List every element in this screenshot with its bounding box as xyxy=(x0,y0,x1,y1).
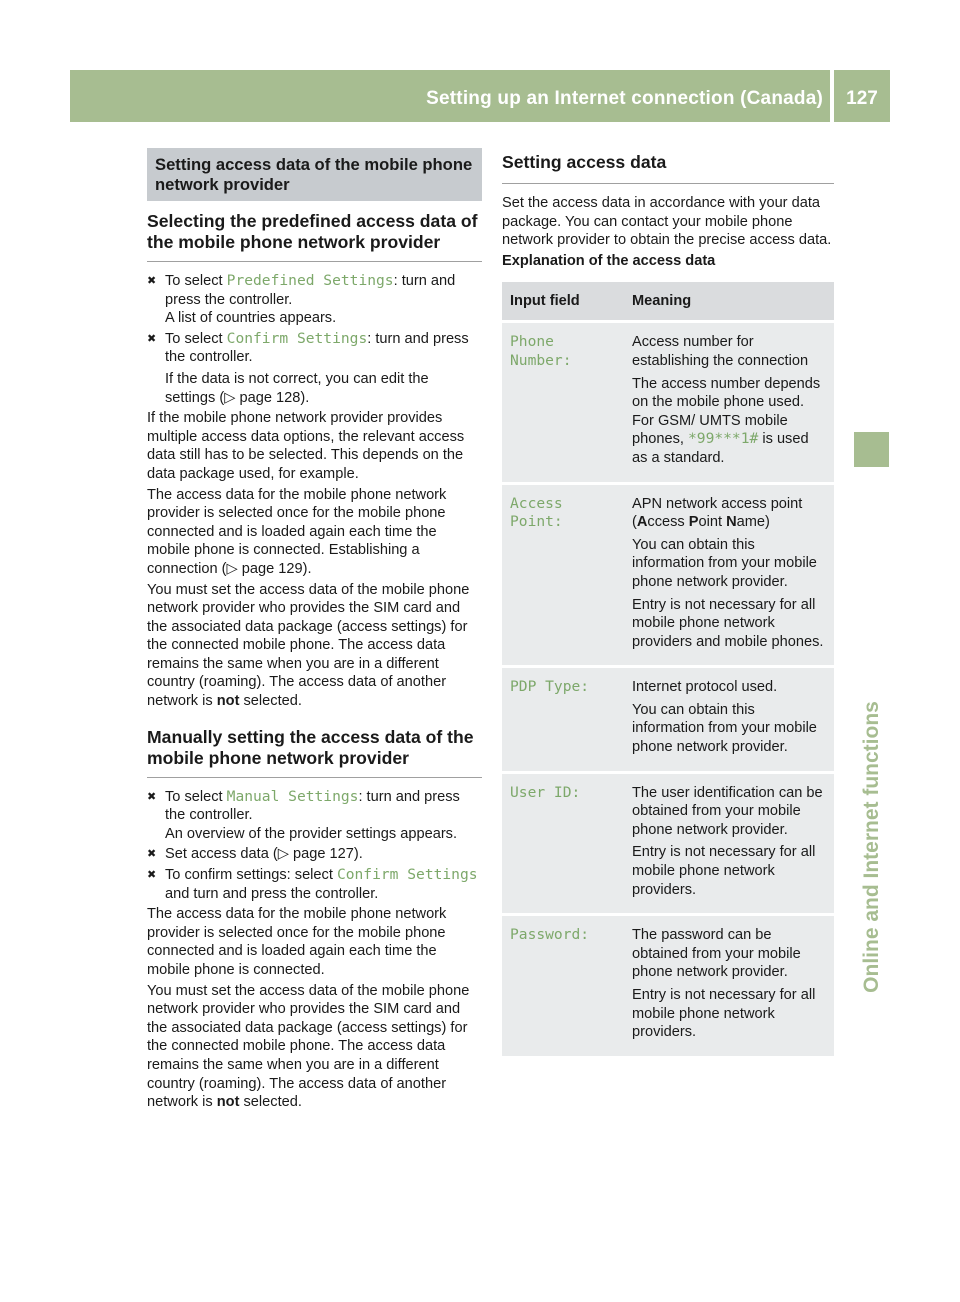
step-result: An overview of the provider settings appears. xyxy=(165,825,458,842)
field-code: Password: xyxy=(510,926,590,944)
step-result: A list of countries appears. xyxy=(165,310,337,327)
menu-item-code: Confirm Settings xyxy=(226,329,368,347)
menu-item-code: Predefined Settings xyxy=(226,272,394,289)
paragraph: If the mobile phone network provider provides multiple access data options, the relevant access data still has to be selected. This depends on the data package used, for example. xyxy=(147,410,465,482)
meaning-text: Entry is not necessary for all mobile phone network providers. xyxy=(632,844,816,898)
meaning-text: Internet protocol used. xyxy=(632,679,778,696)
paragraph: The access data for the mobile phone network provider is selected once for the mobile phone connected and is loaded again each time the mobile phone is connected. xyxy=(147,906,447,978)
input-field-cell xyxy=(502,667,624,772)
table-row xyxy=(502,667,834,772)
table-header-row xyxy=(502,282,834,322)
step-item xyxy=(147,272,482,328)
menu-item-code: Confirm Settings xyxy=(336,866,478,884)
code-value: *99***1# xyxy=(688,430,759,448)
step-text: To select xyxy=(165,330,227,347)
meaning-text: The access number depends on the mobile phone used. For GSM/ UMTS mobile phones, *99***1# is used as a standard. xyxy=(632,375,821,466)
page-number: 127 xyxy=(846,88,878,109)
chapter-marker xyxy=(854,432,889,467)
meaning-text: Entry is not necessary for all mobile phone network providers. xyxy=(632,987,816,1041)
meaning-text: Access number for establishing the connection xyxy=(632,334,809,369)
input-field-cell xyxy=(502,772,624,915)
input-field-cell xyxy=(502,483,624,667)
input-field-cell xyxy=(502,322,624,483)
input-field-cell xyxy=(502,915,624,1058)
step-item xyxy=(147,866,482,903)
meaning-cell xyxy=(624,772,834,915)
heading-setting-access-data: Setting access data xyxy=(502,152,834,184)
field-code: Phone Number: xyxy=(510,333,572,369)
step-item: ✖ Set access data (▷ page 127). xyxy=(147,845,482,864)
meaning-text: The password can be obtained from your mobile phone network provider. xyxy=(632,927,801,981)
meaning-text: You can obtain this information from your mobile phone network provider. xyxy=(632,701,817,756)
step-text: and turn and press the controller. xyxy=(165,885,379,902)
meaning-text: Entry is not necessary for all mobile phone network providers and mobile phones. xyxy=(632,596,824,650)
heading-predefined: Selecting the predefined access data of the mobile phone network provider xyxy=(147,211,482,262)
page-header-title: Setting up an Internet connection (Canada) xyxy=(426,88,823,109)
table-row xyxy=(502,483,834,667)
field-code: PDP Type: xyxy=(510,678,590,696)
step-text: To select xyxy=(165,273,227,289)
column-header-input-field: Input field xyxy=(502,282,624,322)
menu-item-code: Manual Settings xyxy=(226,787,359,805)
meaning-text: APN network access point (Access Point Name) xyxy=(632,495,803,531)
meaning-cell xyxy=(624,483,834,667)
meaning-cell xyxy=(624,915,834,1058)
meaning-cell xyxy=(624,667,834,772)
meaning-text: The user identification can be obtained from your mobile phone network provider. xyxy=(632,784,823,838)
step-text: : turn and press the controller. xyxy=(165,330,469,366)
step-text: : turn and press the controller. xyxy=(165,788,460,824)
table-row xyxy=(502,915,834,1058)
access-data-table xyxy=(502,282,834,1058)
chapter-label: Online and Internet functions xyxy=(860,701,883,993)
section-title: Setting access data of the mobile phone network provider xyxy=(147,148,482,201)
step-text: : turn and press the controller. xyxy=(165,273,456,308)
paragraph: You must set the access data of the mobile phone network provider who provides the SIM card and the associated data package (access settings) for the connected mobile phone. The access data remains the same when you are in a different country (roaming). The access data of another network is not selected. xyxy=(147,581,470,710)
step-item xyxy=(147,788,482,844)
paragraph: The access data for the mobile phone network provider is selected once for the mobile phone connected and is loaded again each time the mobile phone is connected. Establishing a connection (▷ page 129). xyxy=(147,486,447,577)
field-code: Access Point: xyxy=(510,494,563,531)
field-code: User ID: xyxy=(510,783,581,801)
left-column xyxy=(147,148,482,1114)
paragraph: You must set the access data of the mobile phone network provider who provides the SIM card and the associated data package (access settings) for the connected mobile phone. The access data remains the same when you are in a different country (roaming). The access data of another network is not selected. xyxy=(147,982,470,1111)
step-text: To confirm settings: select xyxy=(165,867,337,884)
meaning-cell xyxy=(624,322,834,483)
table-row xyxy=(502,322,834,483)
meaning-text: You can obtain this information from your mobile phone network provider. xyxy=(632,536,817,590)
intro-paragraph: Set the access data in accordance with your data package. You can contact your mobile phone network provider to obtain the precise access data. xyxy=(502,195,832,249)
table-caption: Explanation of the access data xyxy=(502,252,716,269)
right-column xyxy=(502,148,834,1059)
column-header-meaning: Meaning xyxy=(624,282,834,322)
heading-manual: Manually setting the access data of the mobile phone network provider xyxy=(147,727,482,778)
table-row xyxy=(502,772,834,915)
step-result: If the data is not correct, you can edit the settings (▷ page 128). xyxy=(165,370,429,406)
step-text: To select xyxy=(165,788,227,805)
step-item xyxy=(147,330,482,407)
